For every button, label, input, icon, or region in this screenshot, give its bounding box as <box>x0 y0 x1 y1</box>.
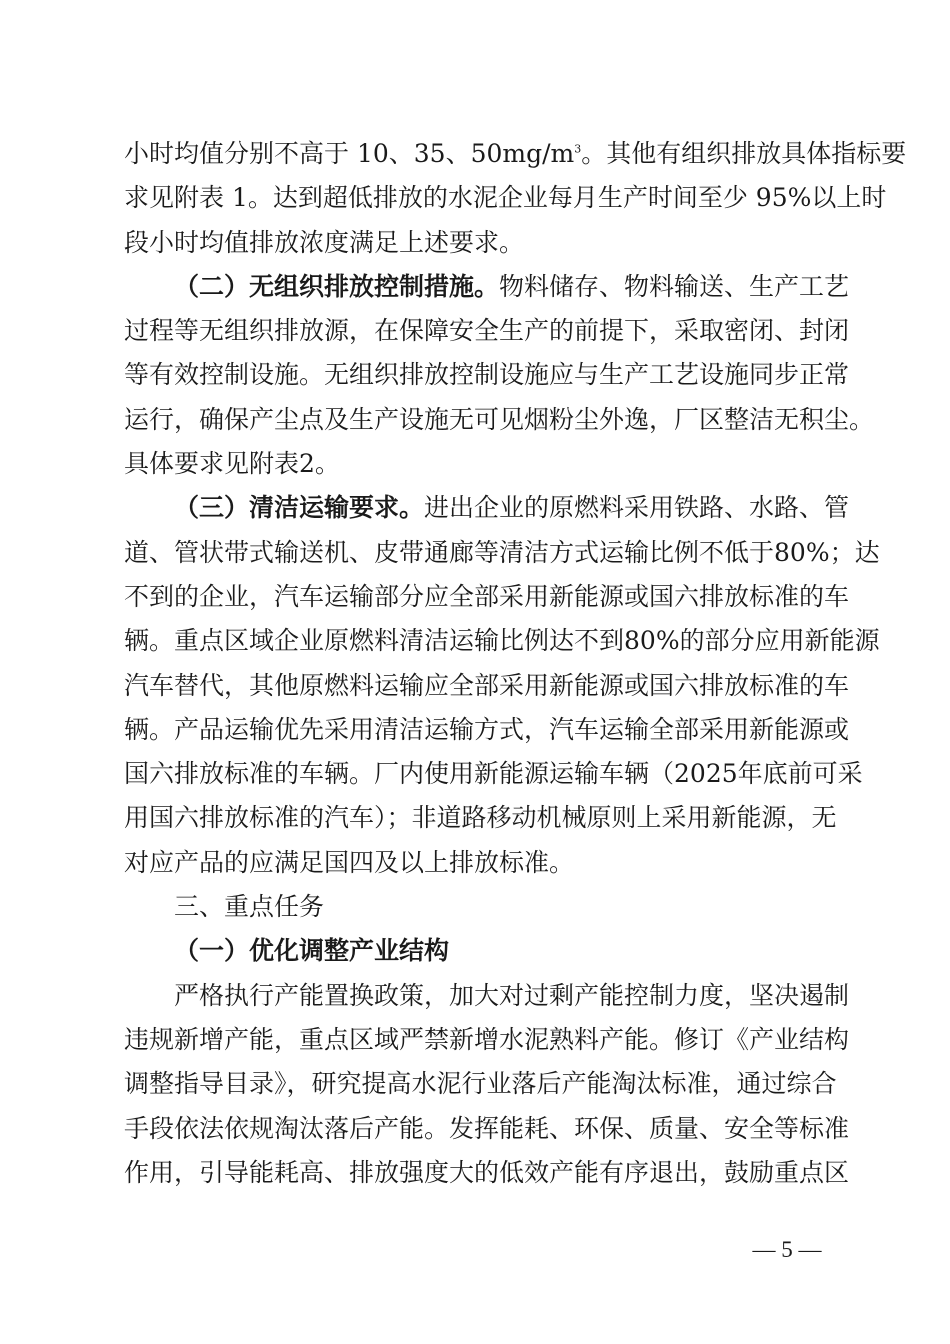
paragraph-industrial-structure <box>124 974 850 1195</box>
subsection-heading: （一）优化调整产业结构 <box>174 936 450 966</box>
text-line: 过程等无组织排放源，在保障安全生产的前提下，采取密闭、封闭 <box>124 316 850 346</box>
section-heading-2: （二）无组织排放控制措施。 <box>174 271 500 301</box>
text-line: 手段依法依规淘汰落后产能。发挥能耗、环保、质量、安全等标准 <box>124 1113 850 1143</box>
text-line: 用国六排放标准的汽车）；非道路移动机械原则上采用新能源，无 <box>124 803 837 833</box>
page-number: — 5 — <box>752 1237 822 1262</box>
text-line: 小时均值分别不高于 10、35、$50mg/m^3$。其他有组织排放具体指标要 <box>124 139 907 168</box>
text-line: 国六排放标准的车辆。厂内使用新能源运输车辆（2025年底前可采 <box>124 759 863 789</box>
paragraph-emission-limits <box>124 132 907 265</box>
text-line: 违规新增产能，重点区域严禁新增水泥熟料产能。修订《产业结构 <box>124 1024 850 1054</box>
text-line: 辆。重点区域企业原燃料清洁运输比例达不到80%的部分应用新能源 <box>124 626 880 656</box>
text-line: 辆。产品运输优先采用清洁运输方式，汽车运输全部采用新能源或 <box>124 714 850 744</box>
paragraph-unorganized-emission <box>124 265 875 486</box>
document-body <box>124 132 907 1195</box>
paragraph-clean-transport <box>124 486 880 885</box>
section-heading-3: （三）清洁运输要求。 <box>174 493 425 523</box>
text-line: 调整指导目录》，研究提高水泥行业落后产能淘汰标准，通过综合 <box>124 1069 837 1099</box>
text-line: 不到的企业，汽车运输部分应全部采用新能源或国六排放标准的车 <box>124 581 850 611</box>
text-line: （三）清洁运输要求。进出企业的原燃料采用铁路、水路、管 <box>174 493 850 523</box>
text-line: 道、管状带式输送机、皮带通廊等清洁方式运输比例不低于80%；达 <box>124 537 880 567</box>
text-line: 对应产品的应满足国四及以上排放标准。 <box>124 847 575 877</box>
text-line: 汽车替代，其他原燃料运输应全部采用新能源或国六排放标准的车 <box>124 670 850 700</box>
superscript-cubic: 3 <box>574 142 582 156</box>
chapter-heading: 三、重点任务 <box>174 892 325 922</box>
text-line: 段小时均值排放浓度满足上述要求。 <box>124 227 525 257</box>
text-line: 作用，引导能耗高、排放强度大的低效产能有序退出，鼓励重点区 <box>124 1157 850 1187</box>
text-line: 严格执行产能置换政策，加大对过剩产能控制力度，坚决遏制 <box>174 980 850 1010</box>
text-line: 求见附表 1。达到超低排放的水泥企业每月生产时间至少 95%以上时 <box>124 183 887 213</box>
text-line: 具体要求见附表2。 <box>124 449 340 479</box>
text-line: 运行，确保产尘点及生产设施无可见烟粉尘外逸，厂区整洁无积尘。 <box>124 404 875 434</box>
text-line: （二）无组织排放控制措施。物料储存、物料输送、生产工艺 <box>174 271 850 301</box>
text-line: 等有效控制设施。无组织排放控制设施应与生产工艺设施同步正常 <box>124 360 850 390</box>
